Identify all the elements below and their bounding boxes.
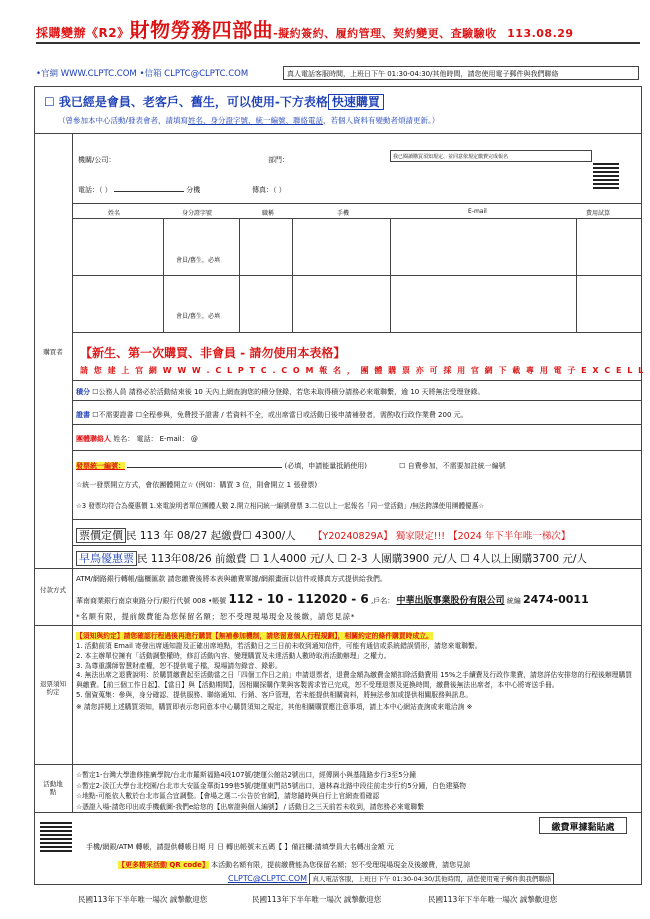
venue-section-label: 活動地點 [43, 780, 63, 797]
col-line-3 [292, 218, 293, 333]
notice-item-3: 3. 為尊重講師智慧財產權，恕不提供電子檔，現場請勿錄音、錄影。 [76, 661, 282, 670]
invoice-row[interactable] [76, 461, 506, 471]
agree-notice[interactable] [390, 150, 592, 162]
divider-payment [34, 625, 642, 626]
divider-buyer [34, 568, 642, 569]
notice-block [76, 632, 636, 713]
notice-item-5: 5. 個資蒐集：參與，身分確認、提供服務、聯絡通知、行銷、客戶管理，若未能提供相關資料，將無法參加或提供相關服務與訊息。 [76, 691, 473, 700]
tax-label: 統編 [506, 597, 521, 605]
group-label: 團體聯絡人 [76, 435, 111, 443]
member-note [58, 115, 439, 126]
mail-label: •信箱 [139, 69, 162, 79]
qr-code-link[interactable]: 【更多精采活動 QR code】 [118, 861, 209, 869]
dept-field[interactable] [268, 155, 289, 165]
invoice-label: 發票統一編號： [76, 462, 125, 470]
page-title [36, 14, 574, 43]
invoice-note: (必填，申請能量抵銷使用) [284, 462, 367, 470]
notice-heading: 【須知與約定】請您確認行程過後再進行購買【無補參加機制，請您留意個人行程規劃】，相關約定的條件購買時成立。 [76, 632, 433, 640]
title-main: 財物勞務四部曲 [129, 18, 274, 42]
limited-seats-note: 本活動名額有限，提前繳費能為您保留名額；恕不受理現場現金及後繳費，請您見諒 [211, 861, 471, 869]
member-note-b: ，若個人資料有變動者煩請更新。） [323, 116, 440, 125]
venue-line-3: ☆地點-可能依人數於台北市區合宜調整。【會場之選二-公告於官網】，請您隨時與自行上官網查看確認 [76, 792, 380, 801]
footer-item-3: 民國113年下半年唯一場次 誠摯歡迎您 [428, 895, 558, 904]
newbie-warning: 【新生、第一次購買、非會員 - 請勿使用本表格】 [80, 346, 346, 360]
course-code: 【Y20240829A】 獨家限定!!! 【2024 年下半年唯一梯次】 [313, 531, 571, 542]
bottom-hotline: 真人電話客服，上班日下午 01:30-04:30/其他時間，請您使用電子郵件與我們聯絡 [309, 873, 554, 885]
col-name: 姓名 [108, 210, 121, 217]
notice-item-4: 4. 無法出席之退費說明：於購買繳費起至活動當之日「四個工作日之前」申請退票者，退費金額為繳費金額扣除活動費用 15%之手續費及行政作業費，請您詳估安排您的行程後辦理購買與繳費。【前三個工作日起】、【當日】與【活動期間】，因相關採購作業與客製需求皆已完成，恕不受理退票及更換時間，繳費後無法出席者，本中心將寄送手冊。 [76, 671, 633, 690]
payment-note: *名額有限，提前繳費能為您保留名額；恕不受理現場現金及後繳，請您見諒* [76, 612, 356, 621]
col-line-4 [390, 218, 391, 333]
invoice-method: ☆統一發票開立方式，會依團體開立☆ (例如：購買 3 位，則會開立 1 張發票) [76, 481, 318, 489]
divider-notice [34, 764, 642, 765]
notice-item-2: 2. 本主辦單位擁有「活動調整權時，修訂活動內容、變理購買及未達活動人數時取消活動辦理」之權力。 [76, 651, 391, 660]
line-d [72, 450, 642, 451]
tel-field[interactable] [78, 185, 200, 195]
col-line-2 [239, 218, 240, 333]
title-date: 113.08.29 [507, 27, 574, 40]
table-top-line [72, 203, 642, 204]
tax-id: 2474-0011 [522, 593, 589, 606]
title-subtitle: -擬約簽約、履約管理、契約變更、查驗驗收 [273, 27, 497, 40]
invoice-self-pay[interactable]: ☐ 自費參加，不需要加註統一編號 [399, 462, 506, 470]
payment-methods: ATM/網路銀行轉帳/臨櫃匯款 請您繳費後將本表與繳費單據/網銀畫面以信件或傳真方式提供給我們。 [76, 575, 387, 583]
ext-label: 分機 [186, 186, 201, 194]
col-line-5 [576, 218, 577, 333]
fax-field[interactable] [252, 185, 286, 195]
venue-line-1: ☆暫定1-台灣大學進修推廣學院/台北市羅斯福路4段107號/捷運公館站2號出口，經傳園小與基隆路步行3至5分鐘 [76, 771, 416, 779]
col-title: 職稱 [262, 210, 275, 217]
venue-line-2: ☆暫定2-淡江大學台北校園/台北市大安區金華街199巷5號/捷運東門站5號出口，過林森北路中段往前走步行約5分鐘，白色建築物 [76, 781, 467, 790]
line-a [72, 380, 642, 381]
member-heading [44, 93, 384, 110]
agree-text: 我已閱讀購買須知規定、並同意依規定繳費完成報名 [393, 154, 509, 160]
row2-required: 會員/舊生，必填 [176, 313, 221, 320]
cert-row[interactable] [76, 410, 468, 420]
cert-text: ☐不需要證書 ☐全程參與，免費授予證書 / 若資料不全，或出席當日或活動日後申請補發者，需酌收行政作業費 200 元。 [92, 411, 468, 419]
line-f [72, 545, 642, 546]
footer-item-1: 民國113年下半年唯一場次 誠摯歡迎您 [78, 895, 208, 904]
line-b [72, 400, 642, 401]
bank-label: 華南商業銀行南京東路分行/銀行代號 008 •帳號 [76, 597, 227, 605]
bill-paste-area: 繳費單據黏貼處 [539, 817, 627, 834]
dept-label: 部門： [268, 156, 289, 164]
points-label: 積分 [76, 388, 90, 396]
points-text: ☐公務人員 請務必於活動結束後 10 天內上網查詢您的積分登錄，若您未取得積分請務必來電聯繫，逾 10 天將無法受理登錄。 [92, 388, 485, 396]
divider-venue [34, 812, 642, 813]
bank-account: 112 - 10 - 112020 - 6 [228, 592, 369, 606]
transfer-info-row[interactable]: 手機/網銀/ATM 轉帳，請提供轉帳日期 月 日 轉出帳號末五碼【 】備註欄:請填學員大名轉出金額 元 [86, 843, 394, 851]
row1-required: 會員/舊生，必填 [176, 257, 221, 264]
contact-line [36, 67, 248, 79]
table-header-line [72, 218, 642, 219]
member-note-underlined: 姓名、身分證字號、統一編號、聯絡電話 [188, 116, 324, 125]
mail-link[interactable]: CLPTC@CLPTC.COM [164, 69, 249, 79]
bottom-email-link[interactable]: CLPTC@CLPTC.COM [228, 874, 308, 883]
buyer-table-area [72, 133, 642, 333]
regular-price-row[interactable] [76, 527, 570, 543]
col-id: 身分證字號 [182, 210, 213, 217]
buyer-section-label: 購買者 [43, 348, 63, 356]
bank-account-row [76, 592, 589, 606]
site-label: •官網 [36, 69, 59, 79]
qr-code-icon [593, 163, 619, 189]
site-link[interactable]: WWW.CLPTC.COM [60, 69, 137, 79]
line-c [72, 424, 642, 425]
col-line-1 [163, 218, 164, 333]
early-bird-price: 民 113年08/26 前繳費 ☐ 1人4000 元/人 ☐ 2-3 人團購3900 元/人 ☐ 4人以上團購3700 元/人 [137, 553, 587, 565]
early-bird-row[interactable] [76, 550, 587, 566]
col-email: E-mail [468, 208, 487, 215]
tel-label: 電話：（ ） [78, 186, 112, 194]
qr-code-bottom-icon [40, 820, 72, 852]
more-events-row [118, 860, 470, 870]
account-holder: 中華出版事業股份有限公司 [396, 596, 505, 606]
fax-label: 傳真：（ ） [252, 186, 286, 194]
line-e [72, 519, 642, 520]
holder-label: ,戶名： [370, 597, 395, 605]
title-prefix: 採購變辦《R2》 [36, 26, 130, 40]
regular-price-tag: 票價定價 [76, 528, 126, 543]
col-mobile: 手機 [337, 210, 350, 217]
notice-section-label: 退票須知約定 [40, 680, 66, 697]
quick-buy-tag: 快速購買 [328, 94, 384, 110]
org-field[interactable] [78, 155, 115, 165]
header-divider [36, 42, 640, 44]
footer-item-2: 民國113年下半年唯一場次 誠摯歡迎您 [252, 895, 382, 904]
member-note-a: （曾參加本中心活動/發表會者，請填寫 [58, 116, 189, 125]
group-contact-row[interactable] [76, 434, 198, 444]
official-site-banner: 請 您 建 上 官 網 W W W . C L P T C . C O M 報 名 ， 團 體 購 票 亦 可 採 用 官 網 下 載 專 用 電 子 E X C E L L [80, 366, 645, 375]
regular-price: 民 113 年 08/27 起繳費☐ 4300/人 [126, 530, 296, 542]
org-label: 機關/公司： [78, 156, 116, 164]
bottom-contact-row [228, 874, 554, 883]
member-checkbox-label[interactable]: ☐ 我已經是會員、老客戶、舊生，可以使用-下方表格 [44, 95, 328, 109]
points-row[interactable] [76, 387, 484, 397]
invoice-discount: ☆3 發票均符合為優惠價 1.來電說明者單位團體人數 2.開立相同統一編號發票 3.二位以上一起報名「同一堂活動」/無法跨課使用團體優惠☆ [76, 502, 485, 510]
group-fields: 姓名： 電話： E-mail： @ [113, 435, 198, 443]
notice-footer: ※ 請您詳閱上述購買須知，購買即表示您同意本中心購買須知之規定，其他相關購買應注意事項，請上本中心網站查詢或來電洽詢 ※ [76, 702, 473, 711]
venue-block [76, 770, 466, 812]
early-bird-tag: 早鳥優惠票 [76, 551, 137, 566]
col-fee: 費用試算 [586, 210, 611, 217]
notice-item-1: 1. 活動前須 Email 寄發出席通知證及正確出席地點，若活動日之三日前未收到通知信件，可能有通信或系統錯誤情形，請您來電聯繫。 [76, 641, 482, 650]
cert-label: 證書 [76, 411, 90, 419]
table-row-line [72, 275, 642, 276]
payment-section-label: 付款方式 [40, 586, 66, 594]
hotline-box: 真人電話客服時間，上班日下午 01:30-04:30/其他時間，請您使用電子郵件與我們聯絡 [283, 66, 639, 80]
venue-line-4: ☆憑證入場-請您印出或手機截圖-我們e給您的【出席證與個人編號】 / 活動日之三天前若未收到，請您務必來電聯繫 [76, 802, 425, 811]
